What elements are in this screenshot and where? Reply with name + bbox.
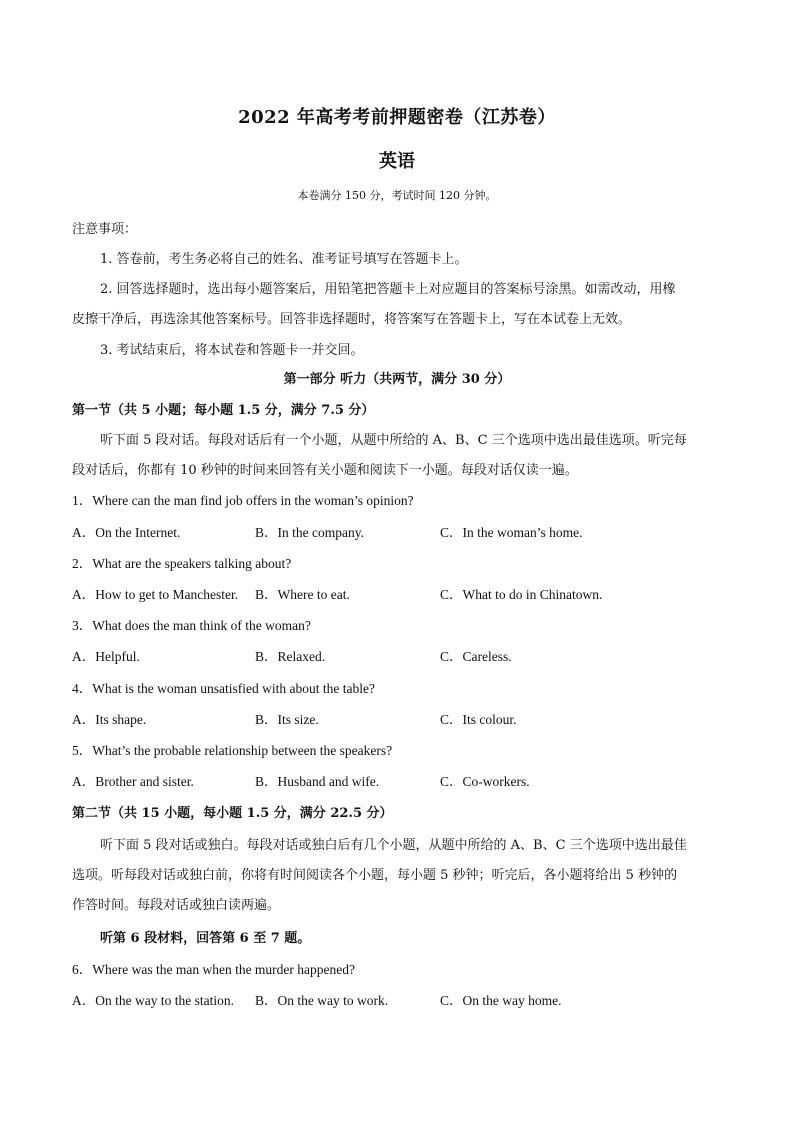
material-6-heading: 听第 6 段材料，回答第 6 至 7 题。 <box>100 931 311 946</box>
question-6-option-b: B．On the way to work. <box>255 993 389 1008</box>
question-3-option-c: C．Careless. <box>440 649 512 664</box>
question-3: 3．What does the man think of the woman? <box>72 618 311 633</box>
notice-item-2-line-2: 皮擦干净后，再选涂其他答案标号。回答非选择题时，将答案写在答题卡上，写在本试卷上无效。 <box>72 312 632 327</box>
section1-instruction-line-2: 段对话后，你都有 10 秒钟的时间来回答有关小题和阅读下一小题。每段对话仅读一遍。 <box>72 463 578 478</box>
question-1-option-b: B．In the company. <box>255 525 364 540</box>
section1-heading: 第一节（共 5 小题；每小题 1.5 分，满分 7.5 分） <box>72 403 375 418</box>
question-1-option-a: A．On the Internet. <box>72 525 181 540</box>
question-2: 2．What are the speakers talking about? <box>72 556 292 571</box>
question-5: 5．What’s the probable relationship between the speakers? <box>72 743 393 758</box>
subject-title: 英语 <box>379 151 415 172</box>
exam-note: 本卷满分 150 分，考试时间 120 分钟。 <box>297 189 497 202</box>
notice-item-2-line-1: 2. 回答选择题时，选出每小题答案后，用铅笔把答题卡上对应题目的答案标号涂黑。如需改动，用橡 <box>100 282 676 297</box>
question-2-option-a: A．How to get to Manchester. <box>72 587 239 602</box>
section2-instruction-line-1: 听下面 5 段对话或独白。每段对话或独白后有几个小题，从题中所给的 A、B、C 三个选项中选出最佳 <box>100 838 687 853</box>
section2-instruction-line-3: 作答时间。每段对话或独白读两遍。 <box>72 898 281 913</box>
notice-item-1: 1. 答卷前，考生务必将自己的姓名、准考证号填写在答题卡上。 <box>100 252 468 267</box>
question-3-option-a: A．Helpful. <box>72 649 140 664</box>
exam-title: 2022 年高考考前押题密卷（江苏卷） <box>238 107 556 128</box>
question-1: 1．Where can the man find job offers in the woman’s opinion? <box>72 493 414 508</box>
section1-instruction-line-1: 听下面 5 段对话。每段对话后有一个小题，从题中所给的 A、B、C 三个选项中选出最佳选项。听完每 <box>100 433 687 448</box>
question-5-option-c: C．Co-workers. <box>440 774 530 789</box>
question-4-option-a: A．Its shape. <box>72 712 147 727</box>
question-6: 6．Where was the man when the murder happened? <box>72 962 356 977</box>
question-4-option-c: C．Its colour. <box>440 712 517 727</box>
question-5-option-a: A．Brother and sister. <box>72 774 194 789</box>
question-6-option-c: C．On the way home. <box>440 993 562 1008</box>
question-1-option-c: C．In the woman’s home. <box>440 525 583 540</box>
question-2-option-c: C．What to do in Chinatown. <box>440 587 603 602</box>
part1-heading: 第一部分 听力（共两节，满分 30 分） <box>283 372 511 387</box>
notice-heading: 注意事项： <box>72 222 138 237</box>
question-6-option-a: A．On the way to the station. <box>72 993 234 1008</box>
question-4-option-b: B．Its size. <box>255 712 319 727</box>
section2-heading: 第二节（共 15 小题，每小题 1.5 分，满分 22.5 分） <box>72 806 393 821</box>
section2-instruction-line-2: 选项。听每段对话或独白前，你将有时间阅读各个小题，每小题 5 秒钟；听完后，各小题将给出 5 秒钟的 <box>72 868 678 883</box>
question-3-option-b: B．Relaxed. <box>255 649 326 664</box>
notice-item-3: 3. 考试结束后，将本试卷和答题卡一并交回。 <box>100 343 364 358</box>
question-4: 4．What is the woman unsatisfied with about the table? <box>72 681 375 696</box>
question-2-option-b: B．Where to eat. <box>255 587 350 602</box>
question-5-option-b: B．Husband and wife. <box>255 774 380 789</box>
